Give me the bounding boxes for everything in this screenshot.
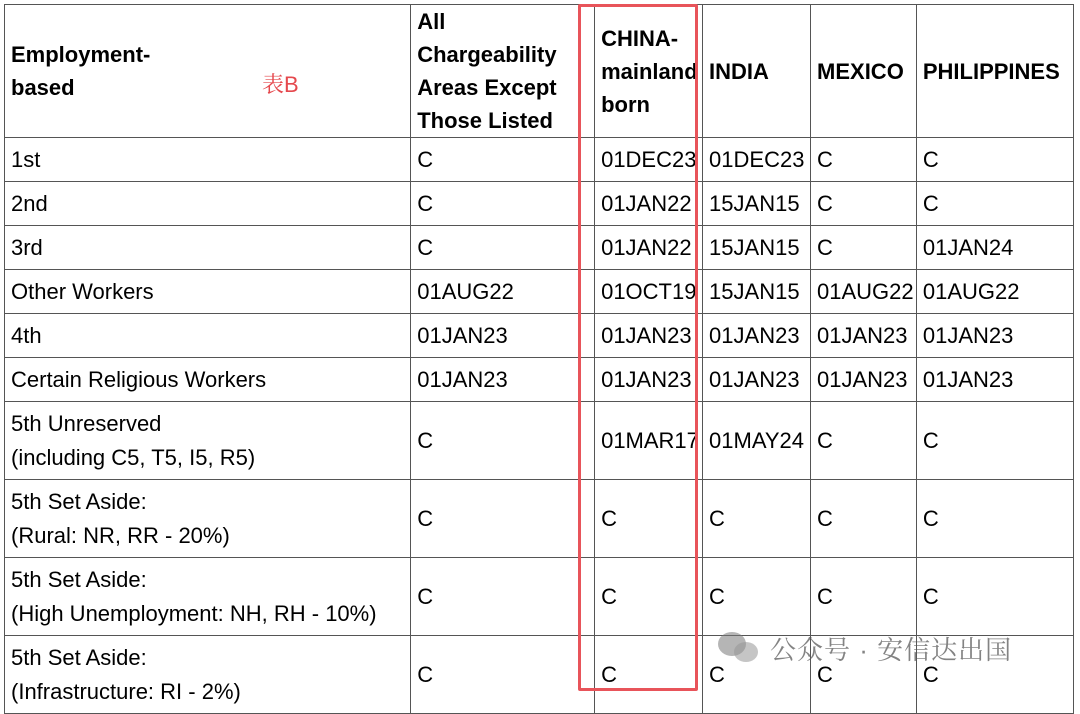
cell-all-chargeability: C xyxy=(411,402,595,480)
cell-mexico: 01JAN23 xyxy=(811,314,917,358)
table-row xyxy=(5,480,1074,558)
cell-all-chargeability: C xyxy=(411,226,595,270)
cell-all-chargeability: C xyxy=(411,182,595,226)
row-category: 5th Set Aside: (High Unemployment: NH, RH - 10%) xyxy=(5,558,411,636)
table-row xyxy=(5,558,1074,636)
visa-bulletin-table xyxy=(4,4,1074,714)
table-row xyxy=(5,270,1074,314)
cell-china: C xyxy=(595,636,703,714)
cell-mexico: C xyxy=(811,182,917,226)
row-category: 2nd xyxy=(5,182,411,226)
row-category: 5th Unreserved (including C5, T5, I5, R5) xyxy=(5,402,411,480)
cell-all-chargeability: C xyxy=(411,480,595,558)
header-china: CHINA-mainland born xyxy=(595,5,703,138)
cell-philippines: 01AUG22 xyxy=(916,270,1073,314)
cell-mexico: 01JAN23 xyxy=(811,358,917,402)
cell-china: 01JAN22 xyxy=(595,182,703,226)
cell-philippines: C xyxy=(916,636,1073,714)
cell-mexico: C xyxy=(811,402,917,480)
cell-india: 15JAN15 xyxy=(703,226,811,270)
table-row xyxy=(5,314,1074,358)
cell-all-chargeability: 01JAN23 xyxy=(411,358,595,402)
wechat-icon xyxy=(718,632,760,666)
cell-india: 15JAN15 xyxy=(703,270,811,314)
table-row xyxy=(5,358,1074,402)
cell-india: 01JAN23 xyxy=(703,358,811,402)
cell-all-chargeability: C xyxy=(411,636,595,714)
row-category: Certain Religious Workers xyxy=(5,358,411,402)
cell-mexico: C xyxy=(811,480,917,558)
cell-china: 01OCT19 xyxy=(595,270,703,314)
cell-mexico: C xyxy=(811,138,917,182)
cell-india: C xyxy=(703,558,811,636)
cell-china: 01JAN23 xyxy=(595,314,703,358)
cell-philippines: C xyxy=(916,480,1073,558)
cell-china: 01MAR17 xyxy=(595,402,703,480)
cell-mexico: 01AUG22 xyxy=(811,270,917,314)
cell-china: C xyxy=(595,558,703,636)
table-row xyxy=(5,402,1074,480)
cell-all-chargeability: 01JAN23 xyxy=(411,314,595,358)
cell-mexico: C xyxy=(811,558,917,636)
cell-philippines: C xyxy=(916,402,1073,480)
cell-mexico: C xyxy=(811,226,917,270)
watermark xyxy=(718,630,1012,667)
header-all-chargeability: All Chargeability Areas Except Those Listed xyxy=(411,5,595,138)
table-row xyxy=(5,226,1074,270)
row-category: 3rd xyxy=(5,226,411,270)
row-category: 1st xyxy=(5,138,411,182)
cell-china: 01JAN22 xyxy=(595,226,703,270)
cell-all-chargeability: C xyxy=(411,558,595,636)
cell-philippines: 01JAN24 xyxy=(916,226,1073,270)
cell-all-chargeability: 01AUG22 xyxy=(411,270,595,314)
cell-china: 01DEC23 xyxy=(595,138,703,182)
cell-china: C xyxy=(595,480,703,558)
table-label: 表B xyxy=(262,72,299,97)
cell-philippines: C xyxy=(916,558,1073,636)
header-row xyxy=(5,5,1074,138)
cell-india: 01DEC23 xyxy=(703,138,811,182)
cell-india: 01JAN23 xyxy=(703,314,811,358)
cell-mexico: C xyxy=(811,636,917,714)
cell-philippines: 01JAN23 xyxy=(916,358,1073,402)
table-row xyxy=(5,182,1074,226)
cell-philippines: C xyxy=(916,138,1073,182)
header-employment-based: Employment- based xyxy=(5,5,411,138)
table-row xyxy=(5,138,1074,182)
row-category: 5th Set Aside: (Infrastructure: RI - 2%) xyxy=(5,636,411,714)
watermark-text: 公众号 · 安信达出国 xyxy=(770,635,1013,665)
cell-india: C xyxy=(703,636,811,714)
row-category: 5th Set Aside: (Rural: NR, RR - 20%) xyxy=(5,480,411,558)
cell-india: C xyxy=(703,480,811,558)
header-mexico: MEXICO xyxy=(811,5,917,138)
header-india: INDIA xyxy=(703,5,811,138)
row-category: Other Workers xyxy=(5,270,411,314)
cell-india: 15JAN15 xyxy=(703,182,811,226)
cell-india: 01MAY24 xyxy=(703,402,811,480)
cell-philippines: 01JAN23 xyxy=(916,314,1073,358)
cell-philippines: C xyxy=(916,182,1073,226)
cell-all-chargeability: C xyxy=(411,138,595,182)
row-category: 4th xyxy=(5,314,411,358)
cell-china: 01JAN23 xyxy=(595,358,703,402)
header-philippines: PHILIPPINES xyxy=(916,5,1073,138)
